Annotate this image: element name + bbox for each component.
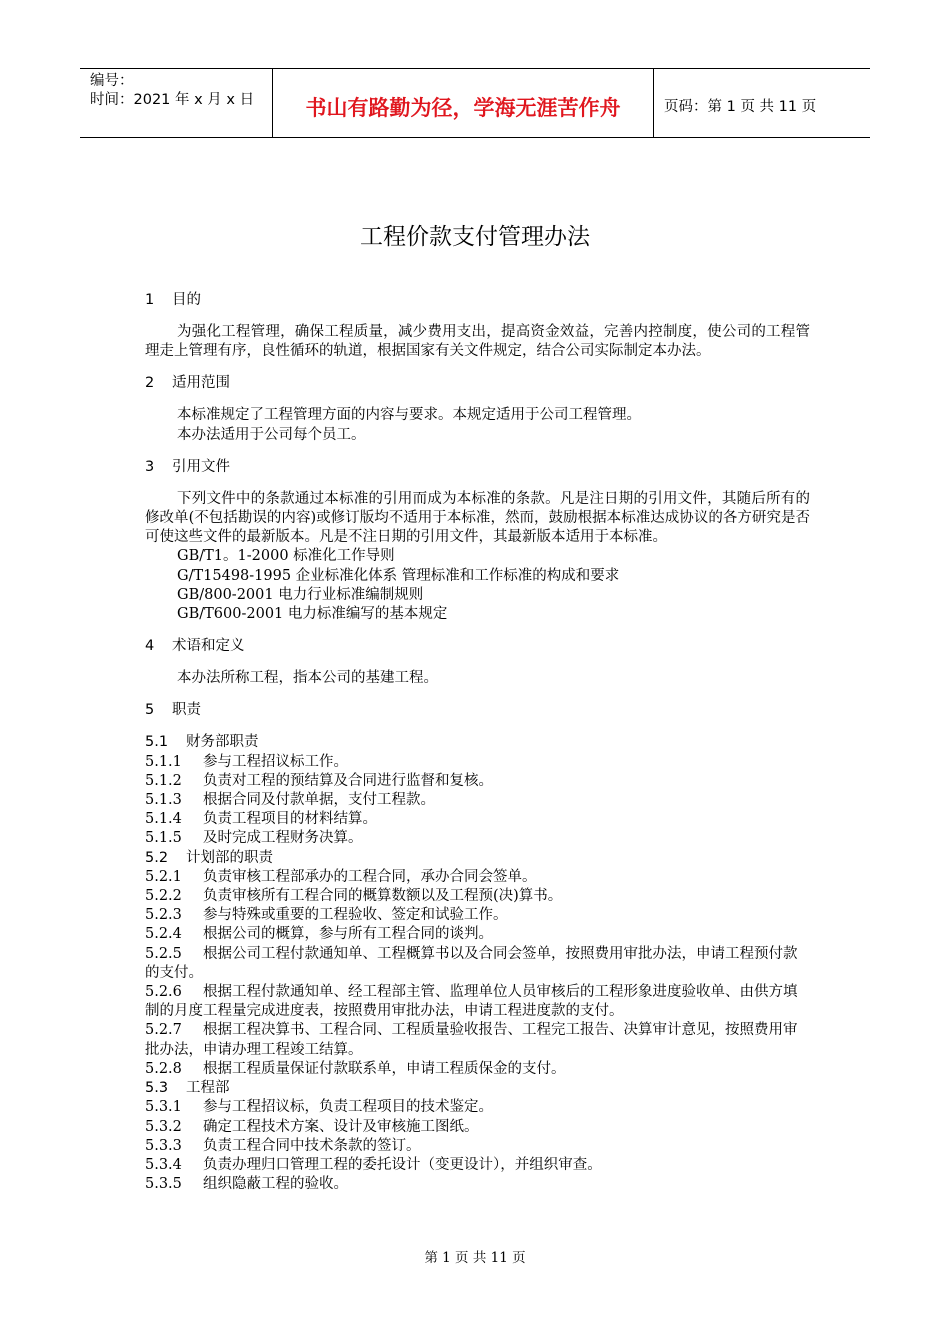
page-header <box>80 68 870 138</box>
doc-number-label: 编号： <box>90 73 134 89</box>
list-item: 5.3.3 负责工程合同中技术条款的签订。 <box>145 1137 421 1154</box>
paragraph: 下列文件中的条款通过本标准的引用而成为本标准的条款。凡是注日期的引用文件，其随后所有的修改单(不包括勘误的内容)或修订版均不适用于本标准，然而，鼓励根据本标准达成协议的各方研究是否可使这些文件的最新版本。凡是不注日期的引用文件，其最新版本适用于本标准。 <box>145 490 810 546</box>
document-body <box>145 290 810 1194</box>
paragraph: 为强化工程管理，确保工程质量，减少费用支出，提高资金效益，完善内控制度，使公司的工程管理走上管理有序，良性循环的轨道，根据国家有关文件规定，结合公司实际制定本办法。 <box>145 324 810 360</box>
list-item: 5.2.6 根据工程付款通知单、经工程部主管、监理单位人员审核后的工程形象进度验收单、由供方填制的月度工程量完成进度表，按照费用审批办法，申请工程进度款的支付。 <box>145 984 798 1020</box>
section-heading: 3 引用文件 <box>145 458 230 475</box>
doc-date-label: 时间：2021 年 x 月 x 日 <box>90 92 255 108</box>
list-item: 5.2.2 负责审核所有工程合同的概算数额以及工程预(决)算书。 <box>145 888 563 905</box>
document-title: 工程价款支付管理办法 <box>360 224 590 250</box>
list-item: 5.2.8 根据工程质量保证付款联系单，申请工程质保金的支付。 <box>145 1060 566 1077</box>
list-item: 5.2.3 参与特殊或重要的工程验收、签定和试验工作。 <box>145 907 508 924</box>
list-item: 5.2.7 根据工程决算书、工程合同、工程质量验收报告、工程完工报告、决算审计意见，按照费用审批办法，申请办理工程竣工结算。 <box>145 1022 798 1058</box>
subsection-heading: 5.3 工程部 <box>145 1080 230 1097</box>
paragraph: 本办法所称工程，指本公司的基建工程。 <box>177 670 438 687</box>
subsection-heading: 5.2 计划部的职责 <box>145 849 273 866</box>
list-item: 5.3.1 参与工程招议标，负责工程项目的技术鉴定。 <box>145 1099 493 1116</box>
list-item: 5.2.5 根据公司工程付款通知单、工程概算书以及合同会签单，按照费用审批办法，申请工程预付款的支付。 <box>145 945 798 981</box>
section-heading: 1 目的 <box>145 292 201 308</box>
list-item: 5.2.1 负责审核工程部承办的工程合同，承办合同会签单。 <box>145 868 537 885</box>
section-heading: 2 适用范围 <box>145 375 230 392</box>
header-motto: 书山有路勤为径，学海无涯苦作舟 <box>273 69 654 137</box>
reference-item: GB/800-2001 电力行业标准编制规则 <box>177 586 424 603</box>
list-item: 5.1.4 负责工程项目的材料结算。 <box>145 811 377 828</box>
list-item: 5.1.3 根据合同及付款单据，支付工程款。 <box>145 792 435 809</box>
list-item: 5.1.1 参与工程招议标工作。 <box>145 753 348 770</box>
list-item: 5.1.5 及时完成工程财务决算。 <box>145 830 363 847</box>
reference-item: GB/T1。1-2000 标准化工作导则 <box>177 548 395 565</box>
paragraph: 本办法适用于公司每个员工。 <box>177 426 366 443</box>
list-item: 5.3.4 负责办理归口管理工程的委托设计（变更设计），并组织审查。 <box>145 1156 602 1173</box>
list-item: 5.3.2 确定工程技术方案、设计及审核施工图纸。 <box>145 1118 479 1135</box>
reference-item: GB/T600-2001 电力标准编写的基本规定 <box>177 606 448 623</box>
list-item: 5.2.4 根据公司的概算，参与所有工程合同的谈判。 <box>145 926 493 943</box>
header-page-info: 页码：第 1 页 共 11 页 <box>664 98 817 115</box>
section-heading: 4 术语和定义 <box>145 638 245 655</box>
subsection-heading: 5.1 财务部职责 <box>145 734 259 751</box>
page-footer: 第 1 页 共 11 页 <box>424 1250 526 1266</box>
section-heading: 5 职责 <box>145 702 201 719</box>
reference-item: G/T15498-1995 企业标准化体系 管理标准和工作标准的构成和要求 <box>177 567 620 584</box>
paragraph: 本标准规定了工程管理方面的内容与要求。本规定适用于公司工程管理。 <box>177 407 641 424</box>
list-item: 5.3.5 组织隐蔽工程的验收。 <box>145 1176 348 1193</box>
list-item: 5.1.2 负责对工程的预结算及合同进行监督和复核。 <box>145 772 493 789</box>
header-meta <box>80 69 273 137</box>
